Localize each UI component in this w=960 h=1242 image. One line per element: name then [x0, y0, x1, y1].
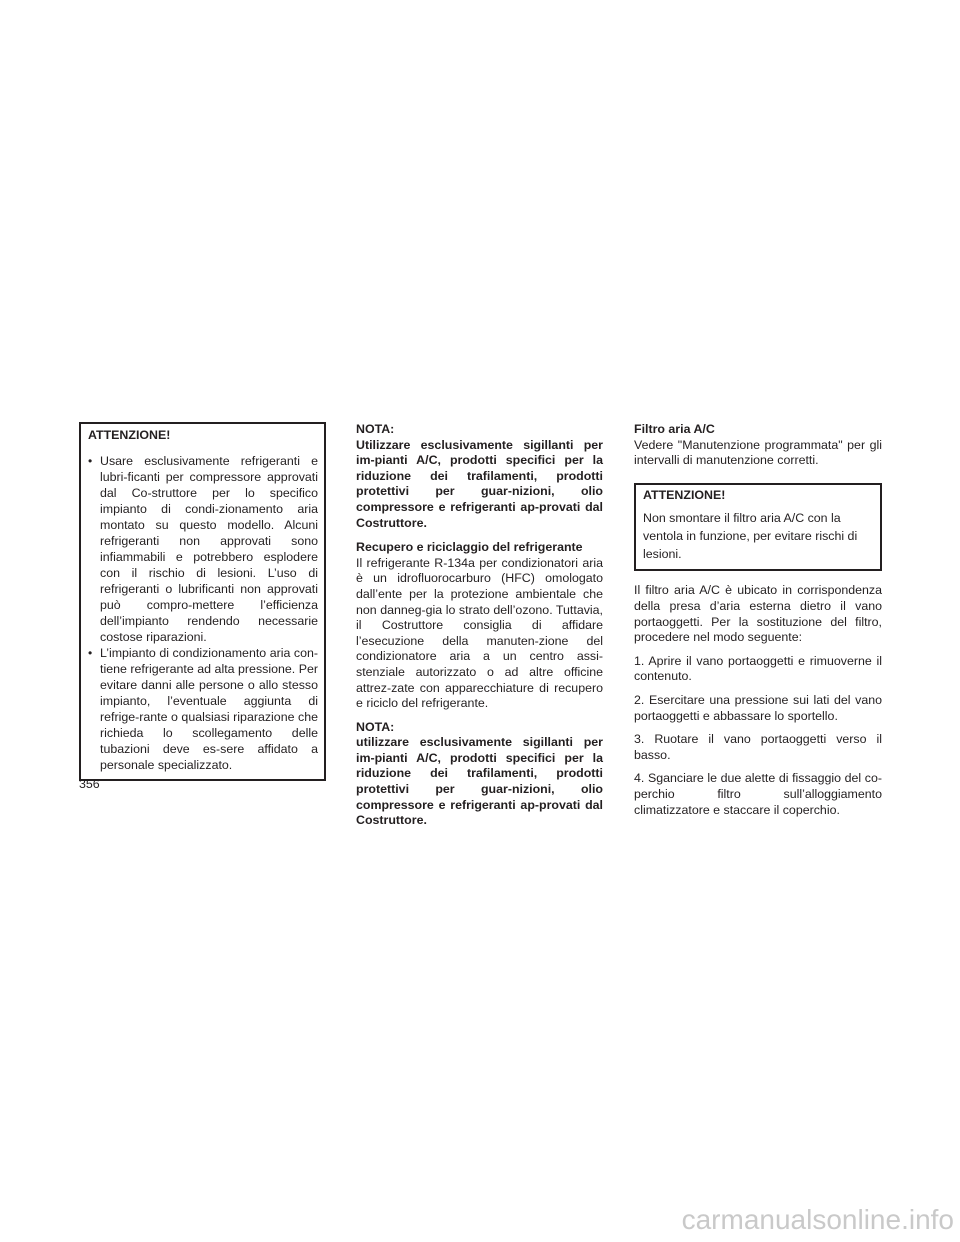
note-label: NOTA:: [356, 422, 395, 436]
section-title-refrigerant-recovery: Recupero e riciclaggio del refrigerante: [356, 540, 583, 555]
note-text: Utilizzare esclusivamente sigillanti per im-pianti A/C, prodotti specifici per la riduzione dei trafilamenti, prodotti protettivi per guar-nizioni, olio compressore e refrigeranti ap-provati dal Costruttore.: [356, 437, 603, 530]
filter-intro-paragraph: Il filtro aria A/C è ubicato in corrispondenza della presa d’aria esterna dietro il vano portaoggetti. Per la sostituzione del filtro, procedere nel modo seguente:: [634, 583, 882, 645]
warning-bullet: [88, 645, 318, 773]
bullet-text: L’impianto di condizionamento aria con-tiene refrigerante ad alta pressione. Per evitare danni alle persone o allo stesso impianto, l’eventuale aggiunta di refrige-rante o qualsiasi riparazione che richieda lo scollegamento delle tubazioni deve es-sere affidato a personale specializzato.: [100, 645, 318, 772]
middle-column: [356, 422, 603, 838]
note-text: utilizzare esclusivamente sigillanti per im-pianti A/C, prodotti specifici per la riduzione dei trafilamenti, prodotti protettivi per guar-nizioni, olio compressore e refrigeranti ap-provati dal Costruttore.: [356, 735, 603, 828]
warning-bullet-list: [88, 453, 318, 773]
warning-title: ATTENZIONE!: [88, 428, 171, 442]
procedure-step: 2. Esercitare una pressione sui lati del vano portaoggetti e abbassare lo sportello.: [634, 692, 882, 723]
right-column: [634, 422, 882, 826]
watermark: carmanualsonline.info: [681, 1204, 954, 1235]
procedure-step: 3. Ruotare il vano portaoggetti verso il basso.: [634, 732, 882, 762]
left-column: [79, 422, 326, 781]
warning-box-filter: [634, 483, 882, 572]
warning-text: Non smontare il filtro aria A/C con la ventola in funzione, per evitare rischi di lesioni.: [643, 511, 858, 562]
section-paragraph: Vedere "Manutenzione programmata" per gli intervalli di manutenzione corretti.: [634, 437, 882, 468]
warning-title: ATTENZIONE!: [643, 487, 726, 502]
page-number: 356: [79, 777, 100, 791]
bullet-text: Usare esclusivamente refrigeranti e lubri-ficanti per compressore approvati dal Co-struttore per lo specifico impianto di condi-zionamento aria montato su questo modello. Alcuni refrigeranti non approvati sono infiammabili e potrebbero esplodere con il rischio di lesioni. L’uso di refrigeranti o lubrificanti non approvati può compro-mettere l’efficienza dell’impianto rendendo necessarie costose riparazioni.: [100, 453, 318, 644]
note-label: NOTA:: [356, 719, 395, 734]
warning-bullet: [88, 453, 318, 645]
bullet-icon: •: [88, 645, 93, 660]
procedure-step: 1. Aprire il vano portaoggetti e rimuoverne il contenuto.: [634, 653, 882, 684]
section-title-ac-filter: Filtro aria A/C: [634, 422, 715, 436]
section-paragraph: Il refrigerante R-134a per condizionatori aria è un idrofluorocarburo (HFC) omologato dall’ente per la protezione ambientale che non danneg-gia lo strato dell’ozono. Tuttavia, il Costruttore consiglia di affidare l’esecuzione della manuten-zione del condizionatore aria a un centro assi-stenziale autorizzato o ad altre officine attrez-zate con apparecchiature di recupero e riciclo del refrigerante.: [356, 555, 603, 711]
warning-box-refrigerants: [79, 422, 326, 781]
procedure-step: 4. Sganciare le due alette di fissaggio del co-perchio filtro sull’alloggiamento climatizzatore e staccare il coperchio.: [634, 771, 882, 817]
bullet-icon: •: [88, 453, 93, 468]
